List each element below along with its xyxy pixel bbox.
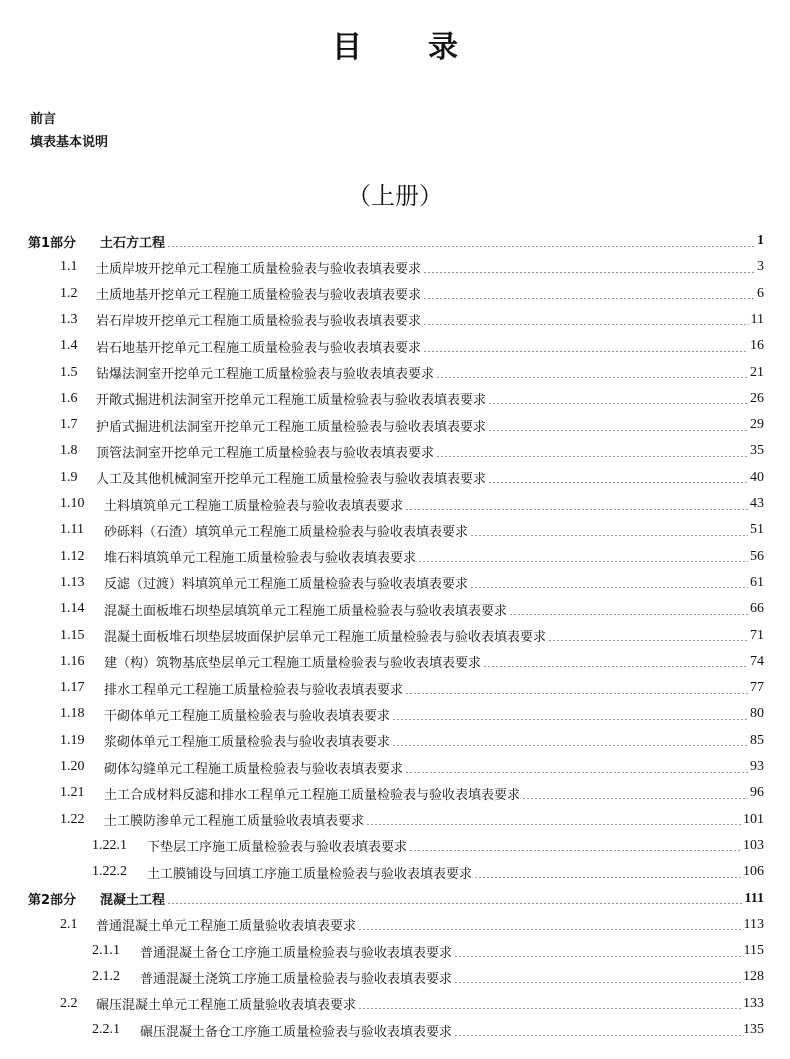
toc-entry-title: 普通混凝土单元工程施工质量验收表填表要求 <box>96 919 357 935</box>
toc-entry-page: 40 <box>750 469 764 485</box>
toc-entry-number: 2.1 <box>60 916 78 932</box>
toc-entry[interactable] <box>0 596 764 622</box>
toc-entry-title: 顶管法洞室开挖单元工程施工质量检验表与验收表填表要求 <box>96 445 435 461</box>
toc-leader-dots <box>423 324 749 325</box>
toc-entry-page: 61 <box>750 574 764 590</box>
toc-leader-dots <box>392 719 748 720</box>
toc-leader-dots <box>548 640 748 641</box>
toc-entry-title: 混凝土面板堆石坝垫层坡面保护层单元工程施工质量检验表与验收表填表要求 <box>104 630 547 645</box>
toc-entry-number: 1.16 <box>60 653 85 669</box>
toc-entry-page: 133 <box>743 995 764 1011</box>
toc-leader-dots <box>423 351 748 352</box>
toc-entry[interactable] <box>0 859 764 885</box>
toc-entry[interactable] <box>0 701 764 727</box>
toc-entry-number: 1.21 <box>60 785 85 801</box>
toc-entry[interactable] <box>0 281 764 307</box>
toc-leader-dots <box>454 1035 741 1036</box>
toc-entry-page: 77 <box>750 680 764 696</box>
toc-entry[interactable] <box>0 360 764 386</box>
toc-entry-page: 56 <box>750 548 764 564</box>
toc-entry-title: 钻爆法洞室开挖单元工程施工质量检验表与验收表填表要求 <box>96 367 435 382</box>
toc-entry-page: 93 <box>750 759 764 774</box>
toc-leader-dots <box>488 403 748 404</box>
toc-leader-dots <box>474 877 741 878</box>
toc-entry-page: 16 <box>750 338 764 354</box>
toc-entry[interactable] <box>0 623 764 649</box>
toc-entry[interactable] <box>0 228 764 254</box>
toc-entry-title: 土料填筑单元工程施工质量检验表与验收表填表要求 <box>104 498 404 514</box>
toc-entry-number: 1.10 <box>60 496 85 511</box>
toc-entry-number: 2.1.1 <box>92 943 120 959</box>
toc-entry-number: 1.12 <box>60 548 85 564</box>
toc-entry[interactable] <box>0 386 764 412</box>
toc-leader-dots <box>470 535 748 536</box>
toc-leader-dots <box>405 693 748 694</box>
toc-entry-page: 135 <box>743 1022 764 1037</box>
toc-entry-number: 1.2 <box>60 285 78 301</box>
toc-entry[interactable] <box>0 938 764 964</box>
toc-entry-page: 71 <box>750 627 764 643</box>
front-matter-instructions: 填表基本说明 <box>30 135 109 150</box>
toc-leader-dots <box>483 666 748 667</box>
toc-leader-dots <box>436 456 748 457</box>
toc-leader-dots <box>423 298 755 299</box>
toc-entry[interactable] <box>0 649 764 675</box>
toc-entry[interactable] <box>0 333 764 359</box>
toc-leader-dots <box>509 614 748 615</box>
page-title <box>0 22 790 66</box>
toc-entry[interactable] <box>0 491 764 517</box>
toc-leader-dots <box>405 772 748 773</box>
toc-entry[interactable] <box>0 517 764 543</box>
toc-leader-dots <box>454 982 741 983</box>
toc-entry-title: 排水工程单元工程施工质量检验表与验收表填表要求 <box>104 682 404 698</box>
toc-entry-number: 1.22.1 <box>92 837 127 853</box>
toc-entry[interactable] <box>0 412 764 438</box>
toc-entry-page: 115 <box>743 943 764 959</box>
toc-entry-title: 岩石岸坡开挖单元工程施工质量检验表与验收表填表要求 <box>96 314 422 330</box>
toc-entry-page: 1 <box>757 233 764 248</box>
toc-leader-dots <box>409 850 741 851</box>
toc-entry-number: 1.1 <box>60 259 78 275</box>
toc-leader-dots <box>405 509 748 510</box>
toc-entry-page: 128 <box>743 969 764 985</box>
toc-entry-number: 2.2.1 <box>92 1022 120 1037</box>
toc-entry[interactable] <box>0 780 764 806</box>
toc-entry-number: 1.19 <box>60 732 85 748</box>
toc-entry-title: 土质岸坡开挖单元工程施工质量检验表与验收表填表要求 <box>96 261 422 277</box>
toc-leader-dots <box>470 587 748 588</box>
toc-leader-dots <box>167 246 755 247</box>
toc-entry-number: 1.15 <box>60 627 85 643</box>
toc-entry-number: 2.2 <box>60 995 78 1011</box>
toc-entry-page: 11 <box>750 311 764 327</box>
toc-entry-number: 1.20 <box>60 759 85 774</box>
toc-entry[interactable] <box>0 307 764 333</box>
toc-entry-number: 1.22.2 <box>92 864 127 880</box>
toc-entry-title: 反滤（过渡）料填筑单元工程施工质量检验表与验收表填表要求 <box>104 577 469 593</box>
toc-entry-title: 土质地基开挖单元工程施工质量检验表与验收表填表要求 <box>96 288 422 304</box>
toc-entry[interactable] <box>0 754 764 780</box>
toc-entry-number: 1.5 <box>60 364 78 380</box>
toc-entry-page: 101 <box>743 811 764 827</box>
toc-entry-page: 80 <box>750 706 764 722</box>
front-matter-preface: 前言 <box>30 112 57 127</box>
toc-entry-title: 护盾式掘进机法洞室开挖单元工程施工质量检验表与验收表填表要求 <box>96 419 487 435</box>
toc-leader-dots <box>358 1008 741 1009</box>
toc-entry-page: 66 <box>750 601 764 617</box>
toc-entry-title: 干砌体单元工程施工质量检验表与验收表填表要求 <box>104 708 391 724</box>
toc-entry-title: 浆砌体单元工程施工质量检验表与验收表填表要求 <box>104 735 391 751</box>
toc-entry[interactable] <box>0 675 764 701</box>
toc-leader-dots <box>488 482 748 483</box>
toc-leader-dots <box>366 824 741 825</box>
toc-entry[interactable] <box>0 728 764 754</box>
toc-entry-number: 1.17 <box>60 680 85 696</box>
toc-entry[interactable] <box>0 570 764 596</box>
toc-entry-number: 第2部分 <box>28 893 77 908</box>
toc-entry-title: 岩石地基开挖单元工程施工质量检验表与验收表填表要求 <box>96 340 422 356</box>
toc-entry-title: 混凝土工程 <box>100 893 166 908</box>
toc-entry[interactable] <box>0 833 764 859</box>
toc-entry-number: 1.9 <box>60 469 78 485</box>
toc-entry-title: 开敞式掘进机法洞室开挖单元工程施工质量检验表与验收表填表要求 <box>96 393 487 409</box>
toc-entry-title: 碾压混凝土备仓工序施工质量检验表与验收表填表要求 <box>140 1024 453 1040</box>
toc-entry-title: 人工及其他机械洞室开挖单元工程施工质量检验表与验收表填表要求 <box>96 472 487 488</box>
toc-leader-dots <box>418 561 748 562</box>
toc-entry-page: 85 <box>750 732 764 748</box>
toc-entry-number: 1.11 <box>60 522 84 538</box>
toc-entry-title: 普通混凝土浇筑工序施工质量检验表与验收表填表要求 <box>140 971 453 987</box>
toc-leader-dots <box>392 745 748 746</box>
toc-entry-number: 1.3 <box>60 311 78 327</box>
toc-entry-page: 43 <box>750 496 764 511</box>
toc-entry[interactable] <box>0 544 764 570</box>
toc-entry-page: 103 <box>743 837 764 853</box>
toc-entry-number: 1.13 <box>60 574 85 590</box>
toc-entry-number: 第1部分 <box>28 235 77 251</box>
toc-entry-page: 106 <box>743 864 764 880</box>
toc-entry-page: 26 <box>750 390 764 406</box>
toc-entry-number: 1.4 <box>60 338 78 354</box>
toc-entry[interactable] <box>0 465 764 491</box>
toc-entry-title: 土工膜防渗单元工程施工质量验收表填表要求 <box>104 814 365 830</box>
toc-leader-dots <box>423 272 755 273</box>
toc-leader-dots <box>436 377 748 378</box>
toc-entry-title: 下垫层工序施工质量检验表与验收表填表要求 <box>147 840 408 856</box>
toc-entry-title: 混凝土面板堆石坝垫层填筑单元工程施工质量检验表与验收表填表要求 <box>104 603 508 619</box>
toc-entry-number: 1.7 <box>60 417 78 433</box>
toc-entry-page: 29 <box>750 417 764 433</box>
toc-entry-title: 土石方工程 <box>100 235 166 251</box>
toc-entry-page: 51 <box>750 522 764 538</box>
toc-entry-title: 砌体勾缝单元工程施工质量检验表与验收表填表要求 <box>104 761 404 777</box>
toc-entry[interactable] <box>0 886 764 912</box>
toc-entry-title: 碾压混凝土单元工程施工质量验收表填表要求 <box>96 998 357 1014</box>
toc-leader-dots <box>488 430 748 431</box>
toc-entry-title: 堆石料填筑单元工程施工质量检验表与验收表填表要求 <box>104 551 417 567</box>
toc-leader-dots <box>358 929 742 930</box>
toc-entry-title: 普通混凝土备仓工序施工质量检验表与验收表填表要求 <box>140 945 453 961</box>
toc-entry-number: 1.14 <box>60 601 85 617</box>
toc-entry-number: 1.6 <box>60 390 78 406</box>
toc-entry-page: 74 <box>750 653 764 669</box>
toc-entry[interactable] <box>0 254 764 280</box>
toc-leader-dots <box>167 903 743 904</box>
toc-leader-dots <box>522 798 748 799</box>
toc-entry[interactable] <box>0 991 764 1017</box>
toc-entry[interactable] <box>0 1017 764 1043</box>
toc-entry-title: 砂砾料（石渣）填筑单元工程施工质量检验表与验收表填表要求 <box>104 524 469 540</box>
toc-entry-page: 6 <box>757 285 764 301</box>
toc-entry[interactable] <box>0 438 764 464</box>
toc-leader-dots <box>454 956 742 957</box>
toc-entry[interactable] <box>0 964 764 990</box>
toc-entry[interactable] <box>0 912 764 938</box>
toc-entry-page: 21 <box>750 364 764 380</box>
toc-entry-number: 1.22 <box>60 811 85 827</box>
toc-entry-number: 1.18 <box>60 706 85 722</box>
toc-entry-page: 35 <box>750 443 764 459</box>
volume-label: （上册） <box>347 182 443 210</box>
toc-entry-title: 建（构）筑物基底垫层单元工程施工质量检验表与验收表填表要求 <box>104 656 482 672</box>
toc-entry-page: 96 <box>750 785 764 801</box>
title-char-1: 目 <box>332 30 362 65</box>
toc-entry-number: 1.8 <box>60 443 78 459</box>
toc-entry-title: 土工膜铺设与回填工序施工质量检验表与验收表填表要求 <box>147 866 473 882</box>
toc-entry-page: 113 <box>743 916 764 932</box>
title-char-2: 录 <box>428 30 458 65</box>
toc-entry-page: 3 <box>757 259 764 275</box>
toc-entry[interactable] <box>0 807 764 833</box>
toc-entry-title: 土工合成材料反滤和排水工程单元工程施工质量检验表与验收表填表要求 <box>104 787 521 803</box>
toc-entry-page: 111 <box>744 890 764 906</box>
toc-entry-number: 2.1.2 <box>92 969 120 985</box>
